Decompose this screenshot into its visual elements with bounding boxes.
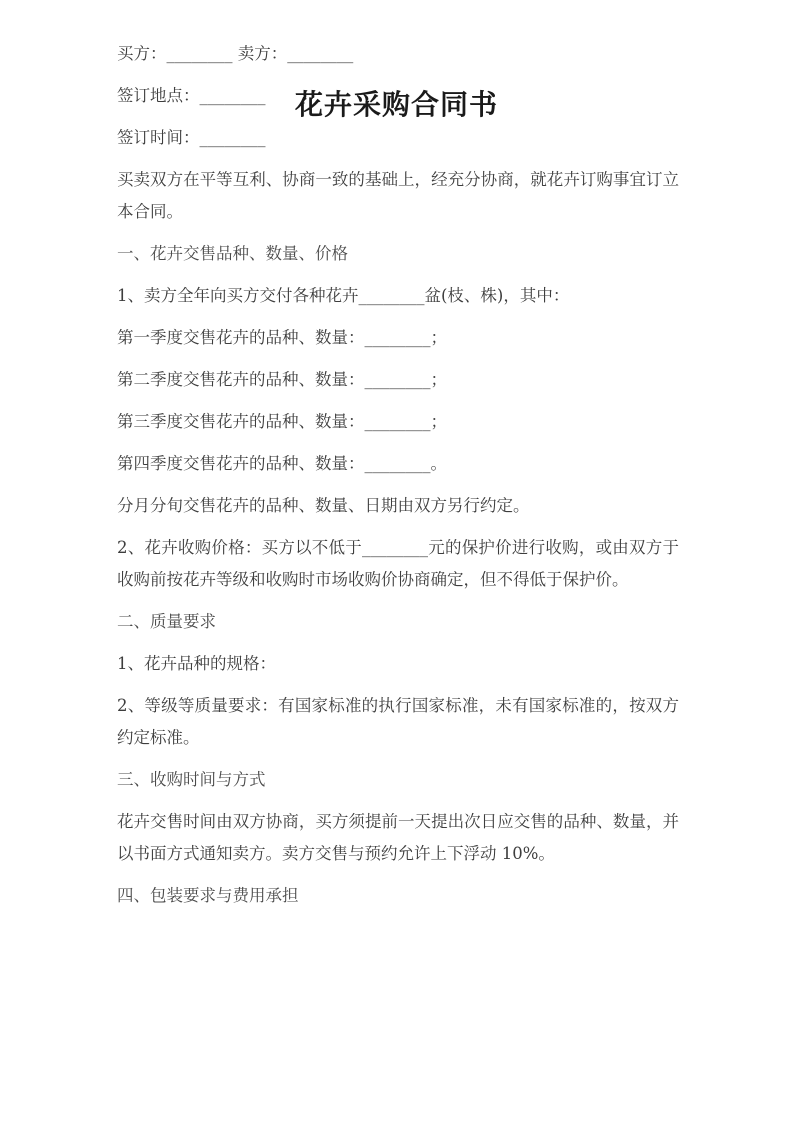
clause-1-1: 1、卖方全年向买方交付各种花卉________盆(枝、株)，其中： <box>117 286 570 305</box>
clause-1-2: 2、花卉收购价格：买方以不低于________元的保护价进行收购，或由双方于收购前按花卉等级和收购时市场收购价协商确定，但不得低于保护价。 <box>117 538 679 589</box>
clause-2-2: 2、等级等质量要求：有国家标准的执行国家标准，未有国家标准的，按双方约定标准。 <box>117 696 679 747</box>
section-three-body: 花卉交售时间由双方协商，买方须提前一天提出次日应交售的品种、数量，并以书面方式通知卖方。卖方交售与预约允许上下浮动 10%。 <box>117 812 679 863</box>
quarter-3-line: 第三季度交售花卉的品种、数量：________； <box>117 412 447 431</box>
quarter-4-line: 第四季度交售花卉的品种、数量：________。 <box>117 454 447 473</box>
section-heading-one: 一、花卉交售品种、数量、价格 <box>117 244 348 263</box>
quarter-1-line: 第一季度交售花卉的品种、数量：________； <box>117 328 447 347</box>
section-heading-three: 三、收购时间与方式 <box>117 770 266 789</box>
signing-time-line: 签订时间：________ <box>117 128 266 147</box>
document-body <box>117 38 679 912</box>
signing-place-line: 签订地点：________ <box>117 86 266 105</box>
page-title: 花卉采购合同书 <box>294 88 498 121</box>
quarter-2-line: 第二季度交售花卉的品种、数量：________； <box>117 370 447 389</box>
section-heading-two: 二、质量要求 <box>117 612 216 631</box>
monthly-delivery-note: 分月分旬交售花卉的品种、数量、日期由双方另行约定。 <box>117 496 530 515</box>
section-heading-four: 四、包装要求与费用承担 <box>117 886 299 905</box>
parties-line: 买方：________ 卖方：________ <box>117 44 354 63</box>
clause-2-1: 1、花卉品种的规格： <box>117 654 276 673</box>
preamble-paragraph: 买卖双方在平等互利、协商一致的基础上，经充分协商，就花卉订购事宜订立本合同。 <box>117 170 679 221</box>
